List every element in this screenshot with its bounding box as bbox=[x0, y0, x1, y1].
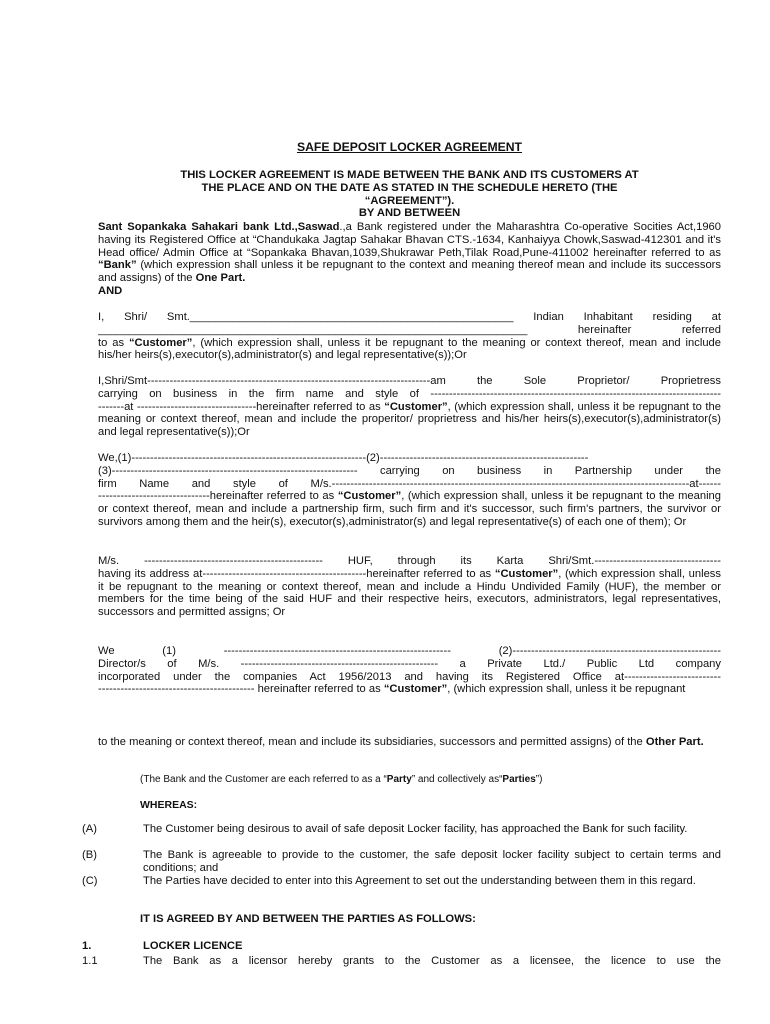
huf-paragraph: M/s. ------------------------------------------------ HUF, through its Karta Shri/Smt.---------------------------------- having its address at--------------------------------------------hereinafter referred to as “Customer”, (which expression shall, unless it be repugnant to the meaning or context thereof, mean and include a Hindu Undivided Family (HUF), the member or members for the time being of the said HUF and their respective heirs, executors, administrators, legal representatives, successors and permitted assigns; Or bbox=[98, 555, 721, 619]
bank-party-paragraph: Sant Sopankaka Sahakari bank Ltd.,Saswad.,a Bank registered under the Maharashtra Co-operative Socities Act,1960 having its Registered Office at “Chandukaka Jagtap Sahakar Bhavan CTS.-1634, Kanhaiyya Chowk,Saswad-412301 and it's Head office/ Admin Office at “Sopankaka Bhavan,1039,Shukrawar Peth,Tilak Road,Pune-411002 hereinafter referred to as “Bank” (which expression shall unless it be repugnant to the context and meaning thereof mean and include its successors and assigns) of the One Part. AND bbox=[98, 221, 722, 297]
section-1-title: LOCKER LICENCE bbox=[143, 940, 243, 952]
individual-customer-paragraph: I, Shri/ Smt.____________________________________________________ Indian Inhabitant residing at _____________________________________________________________________ hereinafter referred to as “Customer”, (which expression shall, unless it be repugnant to the meaning or context thereof, mean and include his/her heirs(s),executor(s),administrator(s) and legal representative(s));Or bbox=[98, 311, 721, 362]
company-paragraph: We (1) ------------------------------------------------------------- (2)-------------------------------------------------------- Director/s of M/s. ----------------------------------------------------- a Private Ltd./ Public Ltd company incorporated under the companies Act 1956/2013 and having its Registered Office at-------------------------- ------------------------------------------ hereinafter referred to as “Customer”, (which expression shall, unless it be repugnant bbox=[98, 645, 721, 696]
partnership-paragraph: We,(1)---------------------------------------------------------------(2)-------------------------------------------------------- (3)------------------------------------------------------------------ carrying on business in Partnership under the firm Name and style of M/s.------------------------------------------------------------------------------------------------at------ ------------------------------hereinafter referred to as “Customer”, (which expression shall, unless it be repugnant to the meaning or context thereof, mean and include a partnership firm, such firm and it's successor, such firm's partners, the survivor or survivors among them and the heir(s), executor(s),administrator(s) and legal representative(s) of each one of them); Or bbox=[98, 452, 721, 528]
bank-name: Sant Sopankaka Sahakari bank Ltd.,Saswad bbox=[98, 221, 340, 233]
proprietor-paragraph: I,Shri/Smt----------------------------------------------------------------------------am the Sole Proprietor/ Proprietress carrying on business in the firm name and style of ------------------------------------------------------------------------------ -------at --------------------------------hereinafter referred to as “Customer”, (which expression shall, unless it be repugnant to the meaning or context thereof, mean and include the properitor/ proprietress and his/her heirs(s),executor(s),administrator(s) and legal representative(s));Or bbox=[98, 375, 721, 439]
intro-heading: THIS LOCKER AGREEMENT IS MADE BETWEEN THE BANK AND ITS CUSTOMERS AT THE PLACE AND ON THE DATE AS STATED IN THE SCHEDULE HERETO (THE “AGREEMENT”). BY AND BETWEEN bbox=[180, 169, 639, 220]
recital-label-a: (A) bbox=[82, 823, 97, 835]
and-separator: AND bbox=[98, 284, 123, 297]
section-1-1-text: The Bank as a licensor hereby grants to the Customer as a licensee, the licence to use the bbox=[143, 955, 721, 967]
recital-label-b: (B) bbox=[82, 849, 97, 861]
recital-label-c: (C) bbox=[82, 875, 98, 887]
recital-text-a: The Customer being desirous to avail of safe deposit Locker facility, has approached the Bank for such facility. bbox=[143, 823, 688, 835]
parties-note: (The Bank and the Customer are each referred to as a “Party” and collectively as“Parties”) bbox=[140, 774, 543, 785]
section-1-number: 1. bbox=[82, 940, 92, 952]
whereas-heading: WHEREAS: bbox=[140, 799, 198, 811]
recital-text-c: The Parties have decided to enter into this Agreement to set out the understanding between them in this regard. bbox=[143, 875, 696, 887]
section-1-1-number: 1.1 bbox=[82, 955, 98, 967]
document-title: SAFE DEPOSIT LOCKER AGREEMENT bbox=[296, 140, 523, 154]
other-part-paragraph: to the meaning or context thereof, mean and include its subsidiaries, successors and permitted assigns) of the Other Part. bbox=[98, 736, 704, 748]
recital-text-b: The Bank is agreeable to provide to the customer, the safe deposit locker facility subject to certain terms and conditions; and bbox=[143, 849, 721, 874]
agreed-heading: IT IS AGREED BY AND BETWEEN THE PARTIES AS FOLLOWS: bbox=[140, 913, 476, 925]
